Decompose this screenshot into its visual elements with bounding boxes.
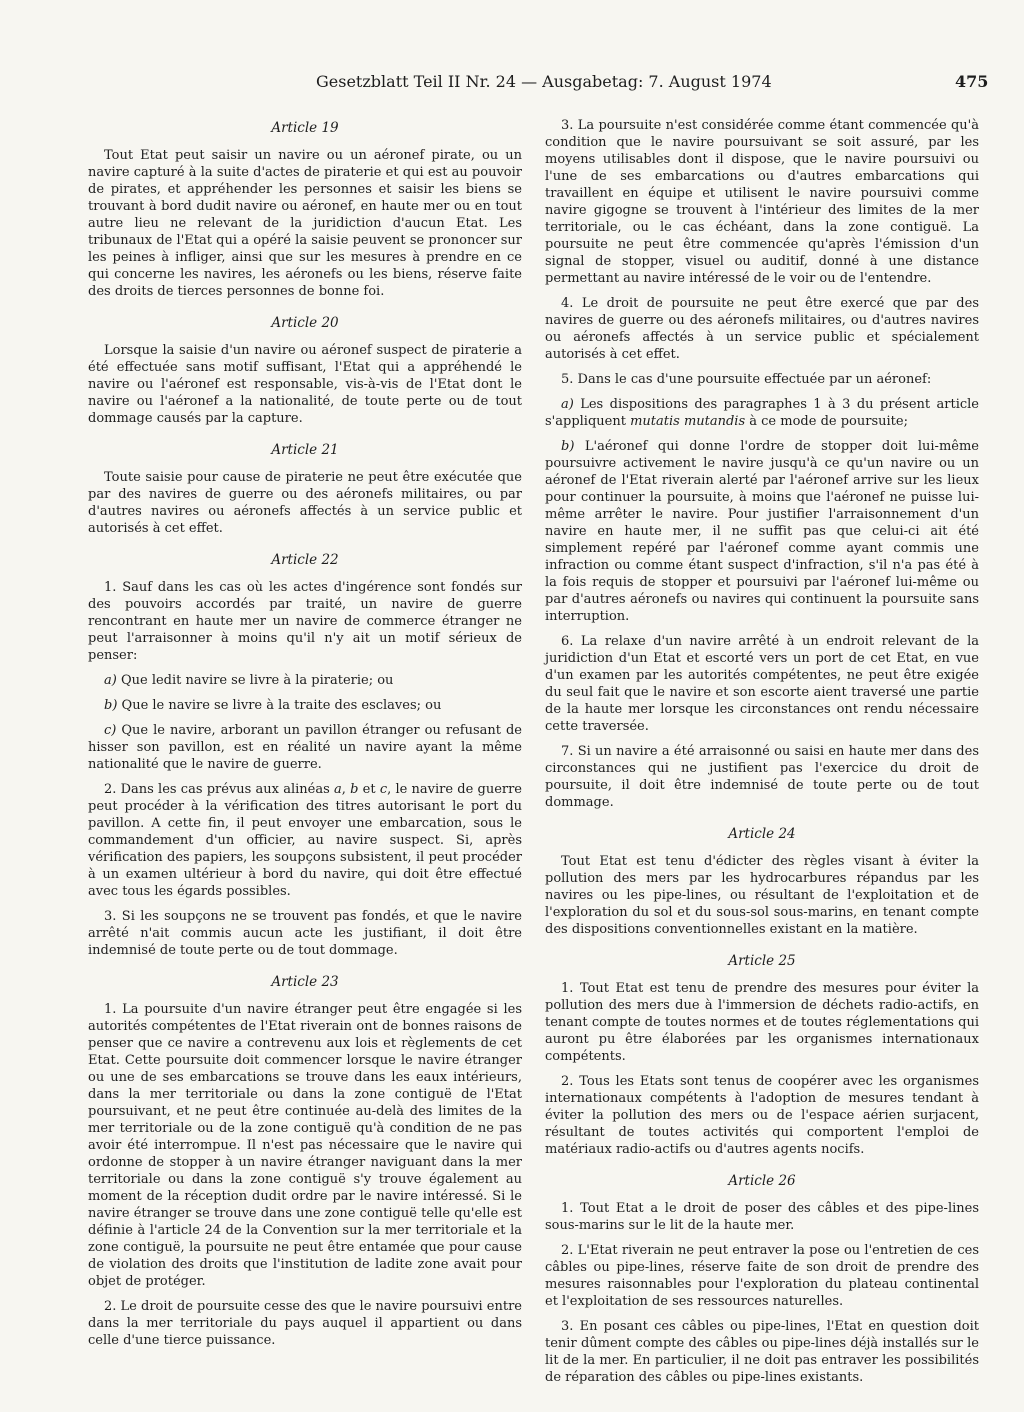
- left-column: [88, 117, 522, 1357]
- item-letter: a): [561, 397, 574, 412]
- article-19-paragraph: Tout Etat peut saisir un navire ou un aéronef pirate, ou un navire capturé à la suite d'actes de piraterie et qui est au pouvoir de pirates, et appréhender les personnes et saisir les biens se trouvant à bord dudit navire ou aéronef, en haute mer ou en tout autre lieu ne relevant de la juridiction d'aucun Etat. Les tribunaux de l'Etat qui a opéré la saisie peuvent se prononcer sur les peines à infliger, ainsi que sur les mesures à prendre en ce qui concerne les navires, les aéronefs ou les biens, réserve faite des droits de tierces personnes de bonne foi.: [88, 148, 522, 299]
- item-text: Que le navire se livre à la traite des esclaves; ou: [117, 698, 442, 713]
- article-23-paragraph-7: 7. Si un navire a été arraisonné ou saisi en haute mer dans des circonstances qui ne justifient pas l'exercice du droit de poursuite, il doit être indemnisé de toute perte ou de tout dommage.: [545, 744, 979, 810]
- article-22-heading: Article 22: [271, 552, 339, 568]
- text-run: à ce mode de poursuite;: [745, 414, 908, 429]
- text-run: 2. Dans les cas prévus aux alinéas: [104, 782, 334, 797]
- page-number: 475: [955, 72, 989, 91]
- article-22-item-a: [88, 672, 522, 689]
- article-20-heading: Article 20: [271, 315, 339, 331]
- article-26-paragraph-1: 1. Tout Etat a le droit de poser des câbles et des pipe-lines sous-marins sur le lit de la haute mer.: [545, 1201, 979, 1233]
- article-23-heading: Article 23: [271, 974, 339, 990]
- item-letter: b): [104, 698, 118, 713]
- article-26-paragraph-2: 2. L'Etat riverain ne peut entraver la pose ou l'entretien de ces câbles ou pipe-lines, réserve faite de son droit de prendre des mesures raisonnables pour l'exploration du plateau continental et l'exploitation de ses ressources naturelles.: [545, 1243, 979, 1309]
- article-26-heading: Article 26: [728, 1173, 796, 1189]
- article-23-paragraph-2: 2. Le droit de poursuite cesse des que le navire poursuivi entre dans la mer territoriale du pays auquel il appartient ou dans celle d'une tierce puissance.: [88, 1299, 522, 1348]
- item-letter: a): [104, 673, 117, 688]
- italic-letter: a: [334, 782, 342, 797]
- article-26-paragraph-3: 3. En posant ces câbles ou pipe-lines, l'Etat en question doit tenir dûment compte des câbles ou pipe-lines déjà installés sur le lit de la mer. En particulier, il ne doit pas entraver les possibilités de réparation des câbles ou pipe-lines existants.: [545, 1319, 979, 1385]
- article-23-paragraph-4: 4. Le droit de poursuite ne peut être exercé que par des navires de guerre ou des aéronefs militaires, ou d'autres navires ou aéronefs affectés à un service public et spécialement autorisés à cet effet.: [545, 296, 979, 362]
- article-25-paragraph-2: 2. Tous les Etats sont tenus de coopérer avec les organismes internationaux compétents à l'adoption de mesures tendant à éviter la pollution des mers ou de l'espace aérien surjacent, résultant de toutes activités qui comportent l'emploi de matériaux radio-actifs ou d'autres agents nocifs.: [545, 1074, 979, 1157]
- text-run: et: [358, 782, 380, 797]
- article-25-paragraph-1: 1. Tout Etat est tenu de prendre des mesures pour éviter la pollution des mers due à l'immersion de déchets radio-actifs, en tenant compte de toutes normes et de toutes réglementations qui auront pu être élaborées par les organismes internationaux compétents.: [545, 981, 979, 1064]
- right-column: [545, 117, 979, 1394]
- text-run: Les dispositions des paragraphes 1 à 3 du présent article s'appliquent: [545, 397, 979, 429]
- page-header: [0, 72, 1024, 98]
- header-title: Gesetzblatt Teil II Nr. 24 — Ausgabetag: 7. August 1974: [316, 72, 772, 91]
- article-23-paragraph-3: 3. La poursuite n'est considérée comme étant commencée qu'à condition que le navire poursuivant se soit assuré, par les moyens utilisables dont il dispose, que le navire poursuivi ou l'une de ses embarcations ou d'autres embarcations qui travaillent en équipe et utilisent le navire poursuivi comme navire gigogne se trouvent à l'intérieur des limites de la mer territoriale, ou le cas échéant, dans la zone contiguë. La poursuite ne peut être commencée qu'après l'émission d'un signal de stopper, visuel ou auditif, donné à une distance permettant au navire intéressé de le voir ou de l'entendre.: [545, 118, 979, 286]
- article-22-paragraph-2: [88, 781, 522, 900]
- text-run: , le navire de guerre peut procéder à la vérification des titres autorisant le port du pavillon. A cette fin, il peut envoyer une embarcation, sous le commandement d'un officier, au navire suspect. Si, après vérification des papiers, les soupçons subsistent, il peut procéder à un examen ultérieur à bord du navire, qui doit être effectué avec tous les égards possibles.: [88, 782, 523, 899]
- article-23-paragraph-6: 6. La relaxe d'un navire arrêté à un endroit relevant de la juridiction d'un Etat et escorté vers un port de cet Etat, en vue d'un examen par les autorités compétentes, ne peut être exigée du seul fait que le navire et son escorte aient traversé une partie de la haute mer lorsque les circonstances ont rendu nécessaire cette traversée.: [545, 634, 979, 734]
- article-23-paragraph-5: 5. Dans le cas d'une poursuite effectuée par un aéronef:: [561, 372, 932, 387]
- article-19-heading: Article 19: [271, 120, 339, 136]
- article-22-item-b: [88, 697, 522, 714]
- item-text: Que ledit navire se livre à la piraterie; ou: [116, 673, 394, 688]
- italic-phrase: mutatis mutandis: [630, 414, 746, 429]
- article-25-heading: Article 25: [728, 953, 796, 969]
- article-23-item-b: [545, 438, 979, 625]
- article-20-paragraph: Lorsque la saisie d'un navire ou aéronef suspect de piraterie a été effectuée sans motif suffisant, l'Etat qui a appréhendé le navire ou l'aéronef est responsable, vis-à-vis de l'Etat dont le navire ou l'aéronef a la nationalité, de toute perte ou de tout dommage causés par la capture.: [88, 343, 522, 426]
- italic-letter: b: [350, 782, 359, 797]
- item-letter: c): [104, 723, 117, 738]
- text-run: ,: [341, 782, 351, 797]
- article-24-paragraph: Tout Etat est tenu d'édicter des règles visant à éviter la pollution des mers par les hydrocarbures répandus par les navires ou les pipe-lines, ou résultant de l'exploitation et de l'exploration du sol et du sous-sol sous-marins, en tenant compte des dispositions conventionnelles existant en la matière.: [545, 854, 979, 937]
- article-23-paragraph-1: 1. La poursuite d'un navire étranger peut être engagée si les autorités compétentes de l'Etat riverain ont de bonnes raisons de penser que ce navire a contrevenu aux lois et règlements de cet Etat. Cette poursuite doit commencer lorsque le navire étranger ou une de ses embarcations se trouve dans les eaux intérieurs, dans la mer territoriale ou dans la zone contiguë de l'Etat poursuivant, et ne peut être continuée au-delà des limites de la mer territoriale ou de la zone contiguë qu'à condition de ne pas avoir été interrompue. Il n'est pas nécessaire que le navire qui ordonne de stopper à un navire étranger naviguant dans la mer territoriale ou dans la zone contiguë s'y trouve également au moment de la réception dudit ordre par le navire intéressé. Si le navire étranger se trouve dans une zone contiguë telle qu'elle est définie à l'article 24 de la Convention sur la mer territoriale et la zone contiguë, la poursuite ne peut être entamée que pour cause de violation des droits que l'institution de ladite zone avait pour objet de protéger.: [88, 1002, 522, 1289]
- article-21-heading: Article 21: [271, 442, 339, 458]
- article-24-heading: Article 24: [728, 826, 796, 842]
- article-23-item-a: [545, 396, 979, 430]
- article-22-paragraph-1: 1. Sauf dans les cas où les actes d'ingérence sont fondés sur des pouvoirs accordés par traité, un navire de guerre rencontrant en haute mer un navire de commerce étranger ne peut l'arraisonner à moins qu'il n'y ait un motif sérieux de penser:: [88, 580, 522, 663]
- italic-letter: c: [379, 782, 388, 797]
- item-text: Que le navire, arborant un pavillon étranger ou refusant de hisser son pavillon, est en réalité un navire ayant la même nationalité que le navire de guerre.: [88, 723, 522, 772]
- article-22-paragraph-3: 3. Si les soupçons ne se trouvent pas fondés, et que le navire arrêté n'ait commis aucun acte les justifiant, il doit être indemnisé de toute perte ou de tout dommage.: [88, 909, 522, 958]
- item-letter: b): [561, 439, 575, 454]
- article-21-paragraph: Toute saisie pour cause de piraterie ne peut être exécutée que par des navires de guerre ou des aéronefs militaires, ou par d'autres navires ou aéronefs affectés à un service public et autorisés à cet effet.: [88, 470, 522, 536]
- article-22-item-c: [88, 722, 522, 773]
- item-text: L'aéronef qui donne l'ordre de stopper doit lui-même poursuivre activement le navire jusqu'à ce qu'un navire ou un aéronef de l'Etat riverain alerté par l'aéronef arrive sur les lieux pour continuer la poursuite, à moins que l'aéronef ne puisse lui-même arrêter le navire. Pour justifier l'arraisonnement d'un navire en haute mer, il ne suffit pas que celui-ci ait été simplement repéré par l'aéronef comme ayant commis une infraction ou comme étant suspect d'infraction, s'il n'a pas été à la fois requis de stopper et poursuivi par l'aéronef lui-même ou par d'autres aéronefs ou navires qui continuent la poursuite sans interruption.: [545, 439, 979, 624]
